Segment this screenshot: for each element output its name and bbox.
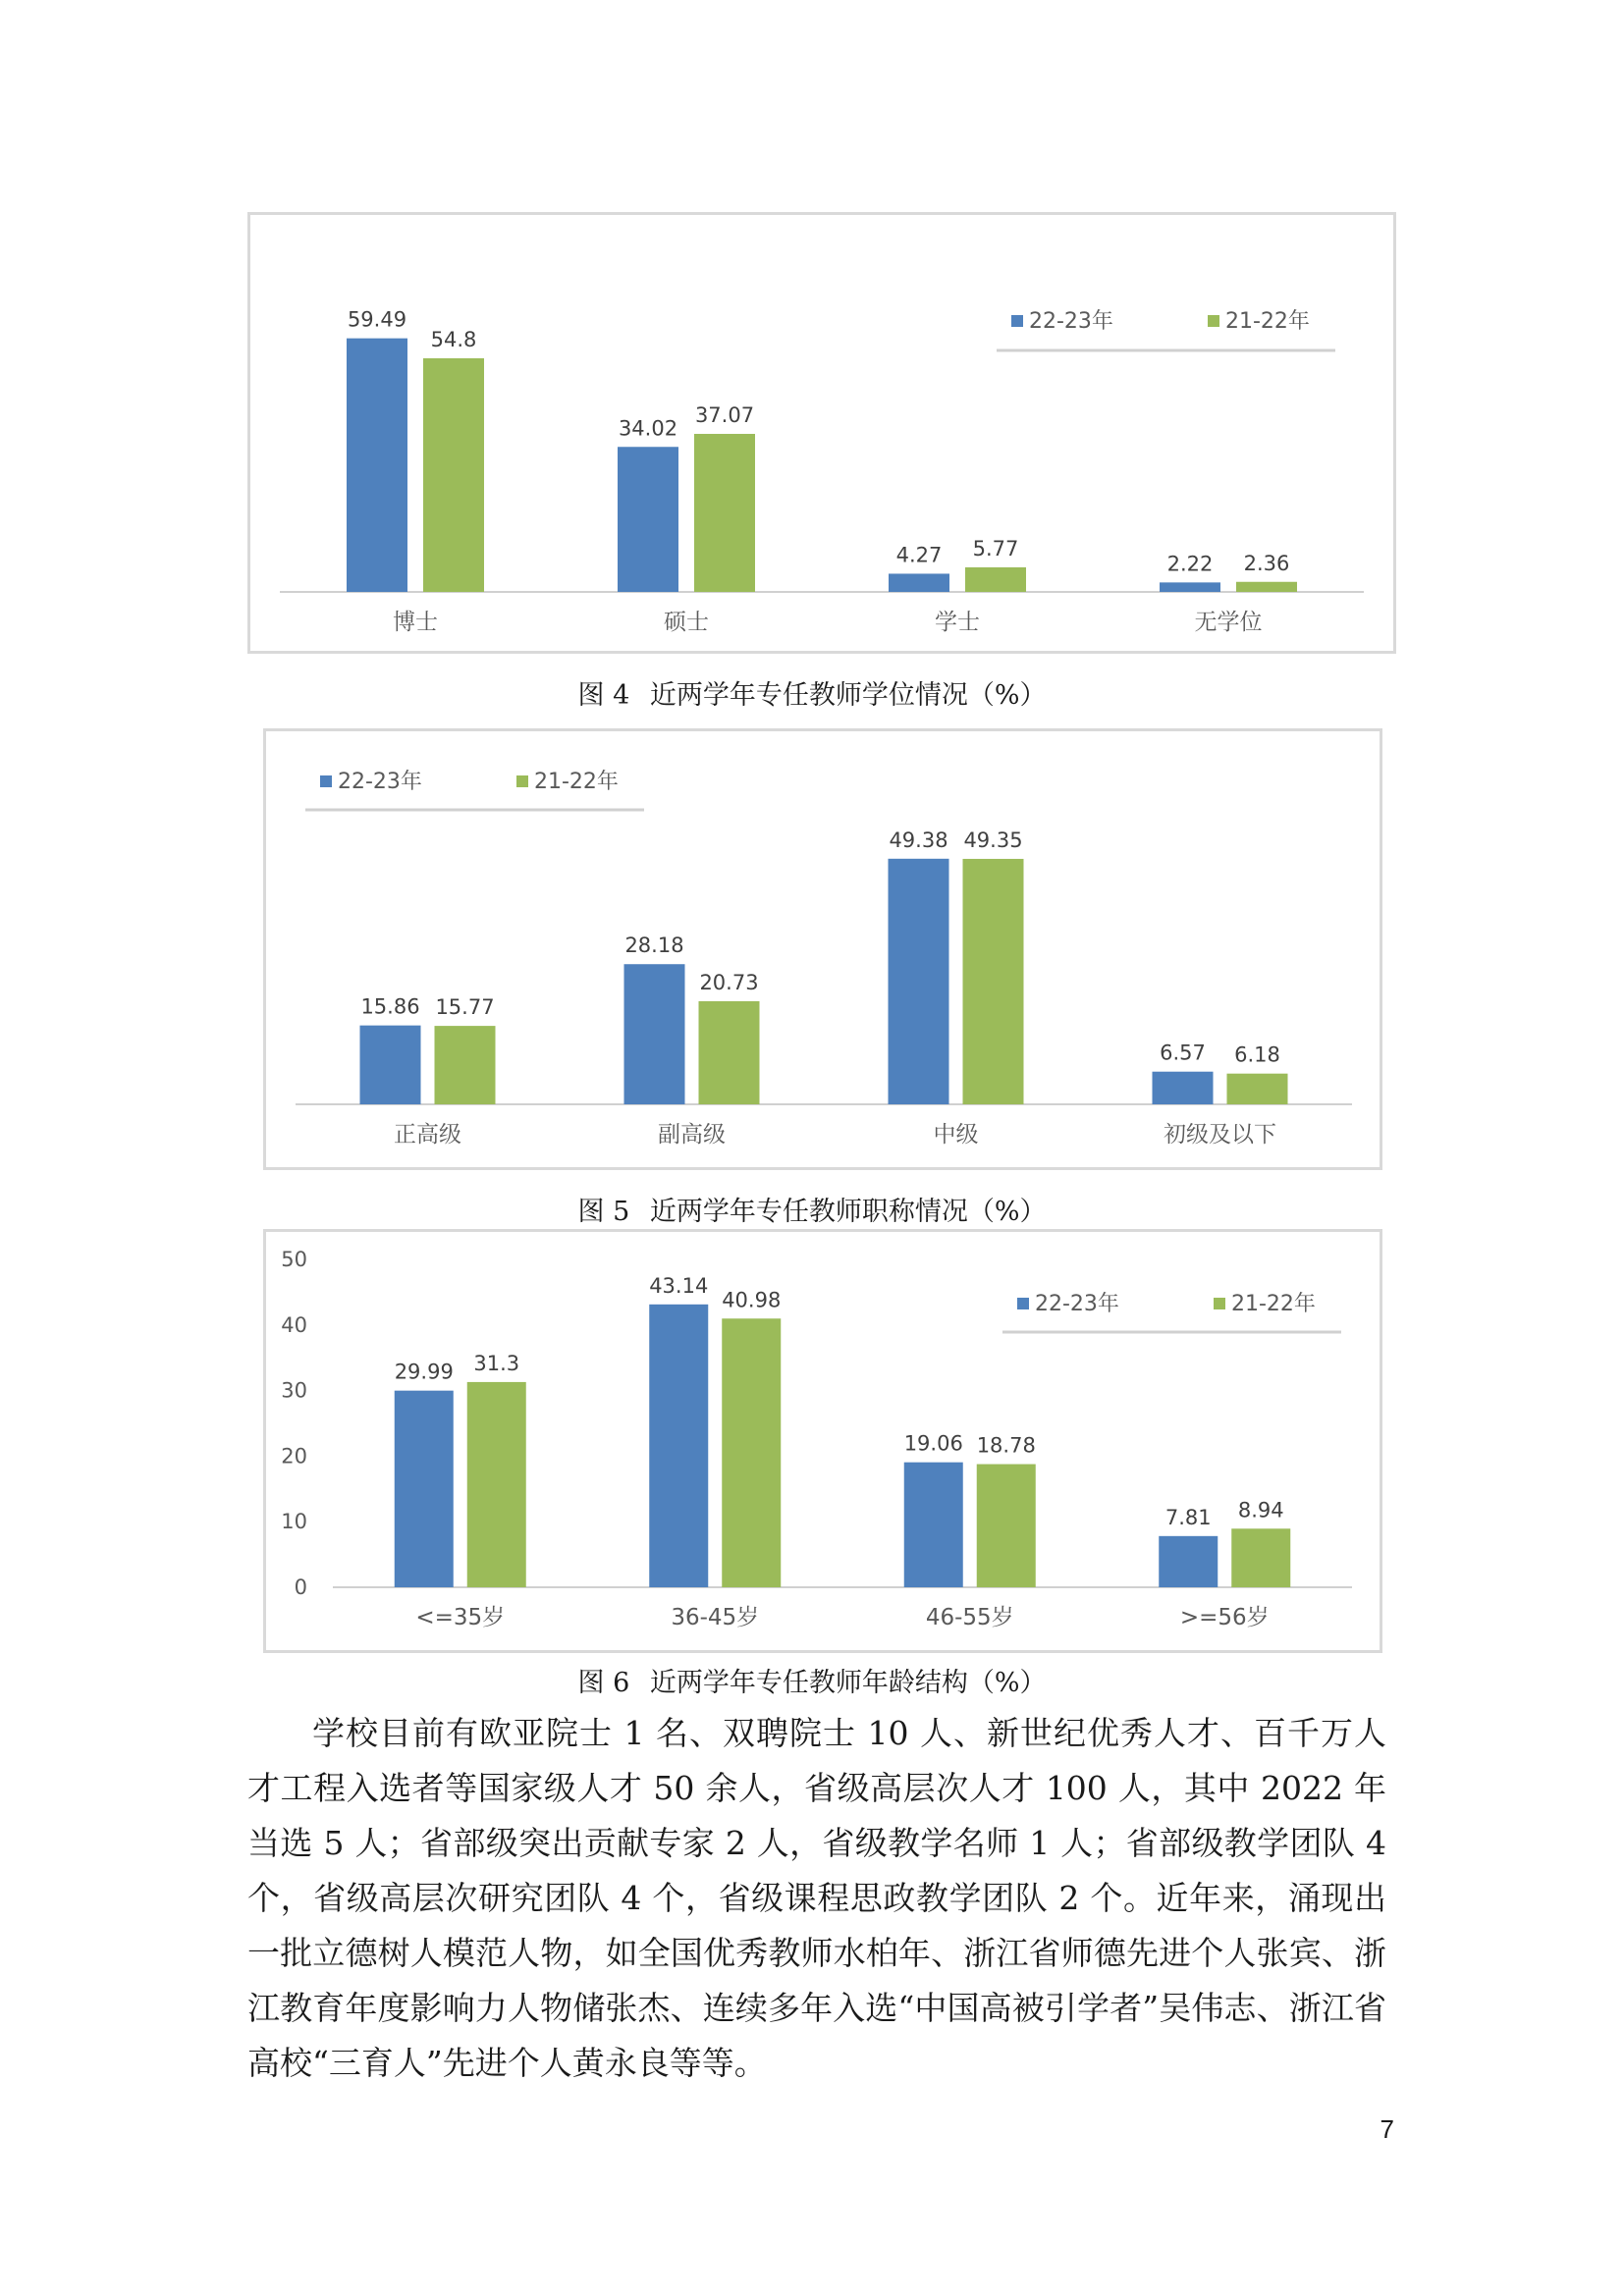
legend-swatch [1208,315,1219,327]
bar [977,1465,1036,1587]
legend-label: 21-22年 [534,770,619,794]
caption-fig6-text: 近两学年专任教师年龄结构（%） [649,1668,1047,1698]
data-label: 19.06 [903,1431,963,1456]
category-label: 初级及以下 [1164,1122,1276,1148]
category-label: 中级 [933,1122,979,1148]
caption-fig4-text: 近两学年专任教师学位情况（%） [649,680,1047,711]
data-label: 54.8 [430,328,477,352]
legend-swatch [1011,315,1023,327]
bar [1160,582,1220,592]
bar [699,1001,760,1104]
data-label: 7.81 [1164,1505,1212,1529]
legend-label: 21-22年 [1231,1292,1316,1316]
y-tick-label: 40 [281,1312,307,1337]
category-label: 46-55岁 [925,1605,1014,1630]
bar [1227,1074,1288,1104]
data-label: 29.99 [394,1360,454,1384]
data-label: 4.27 [895,543,943,567]
caption-fig6 [0,1661,1624,1699]
bar [965,567,1026,592]
category-label: >=56岁 [1179,1605,1270,1630]
body-paragraph: 学校目前有欧亚院士 1 名、双聘院士 10 人、新世纪优秀人才、百千万人才工程入选者等国家级人才 50 余人，省级高层次人才 100 人，其中 2022 年当选 5 人；省部级突出贡献专家 2 人，省级教学名师 1 人；省部级教学团队 4 个，省级高层次研究团队 4 个，省级课程思政教学团队 2 个。近年来，涌现出一批立德树人模范人物，如全国优秀教师水柏年、浙江省师德先进个人张宾、浙江教育年度影响力人物储张杰、连续多年入选“中国高被引学者”吴伟志、浙江省高校“三育人”先进个人黄永良等等。 [247,1714,1386,2082]
category-label: 学士 [935,610,980,635]
legend-swatch [1017,1298,1029,1309]
bar [360,1026,421,1104]
legend-swatch [320,775,332,787]
chart-title-rank-svg [266,731,1380,1167]
caption-fig4 [0,673,1624,712]
data-label: 49.35 [963,828,1023,852]
bar [722,1318,781,1587]
caption-fig5-num: 图 5 [577,1197,630,1227]
data-label: 8.94 [1237,1498,1284,1522]
bar [649,1305,708,1587]
data-label: 37.07 [694,403,755,428]
caption-fig4-num: 图 4 [577,680,630,711]
legend-swatch [516,775,528,787]
chart-degree-svg [250,215,1393,651]
y-tick-label: 10 [281,1510,307,1534]
y-tick-label: 50 [281,1248,307,1271]
caption-fig5-text: 近两学年专任教师职称情况（%） [649,1197,1047,1227]
category-label: 正高级 [394,1122,461,1148]
chart-age-svg [266,1232,1380,1650]
legend-label: 22-23年 [1035,1292,1119,1316]
chart-degree [247,212,1396,654]
bar [1153,1072,1214,1104]
bar [1231,1528,1290,1587]
bar [467,1382,526,1587]
category-label: 36-45岁 [671,1605,760,1630]
bar [1236,582,1297,592]
category-label: 博士 [393,610,438,635]
data-label: 28.18 [624,934,684,958]
data-label: 43.14 [649,1273,709,1298]
bar [694,434,755,592]
legend-label: 22-23年 [1029,309,1113,334]
data-label: 5.77 [972,536,1019,561]
legend-label: 22-23年 [338,770,422,794]
data-label: 18.78 [976,1433,1036,1458]
data-label: 2.36 [1243,551,1290,575]
data-label: 6.18 [1234,1042,1280,1067]
bar [889,573,949,592]
data-label: 59.49 [347,307,407,332]
bar [435,1026,496,1104]
data-label: 34.02 [618,416,678,441]
bar [889,859,949,1104]
data-label: 6.57 [1160,1041,1206,1065]
bar [347,339,407,592]
legend-swatch [1214,1298,1225,1309]
bar [395,1391,454,1587]
y-tick-label: 30 [281,1378,307,1403]
data-label: 2.22 [1166,552,1214,576]
legend-label: 21-22年 [1225,309,1310,334]
y-tick-label: 0 [294,1575,307,1599]
data-label: 31.3 [473,1351,520,1375]
category-label: <=35岁 [415,1605,506,1630]
caption-fig5 [0,1190,1624,1228]
y-tick-label: 20 [281,1444,307,1468]
data-label: 20.73 [699,970,759,994]
bar [624,964,685,1104]
page-number: 7 [1380,2114,1394,2144]
data-label: 15.77 [435,995,495,1020]
bar [963,859,1024,1104]
data-label: 40.98 [722,1288,782,1312]
bar [904,1463,963,1587]
chart-title-rank [263,728,1382,1170]
category-label: 副高级 [658,1122,726,1148]
data-label: 49.38 [889,828,948,852]
bar [618,447,678,592]
bar [423,358,484,592]
bar [1159,1536,1218,1587]
category-label: 硕士 [664,610,709,635]
caption-fig6-num: 图 6 [577,1668,630,1698]
data-label: 15.86 [360,994,420,1019]
chart-age [263,1229,1382,1653]
category-label: 无学位 [1194,610,1263,635]
